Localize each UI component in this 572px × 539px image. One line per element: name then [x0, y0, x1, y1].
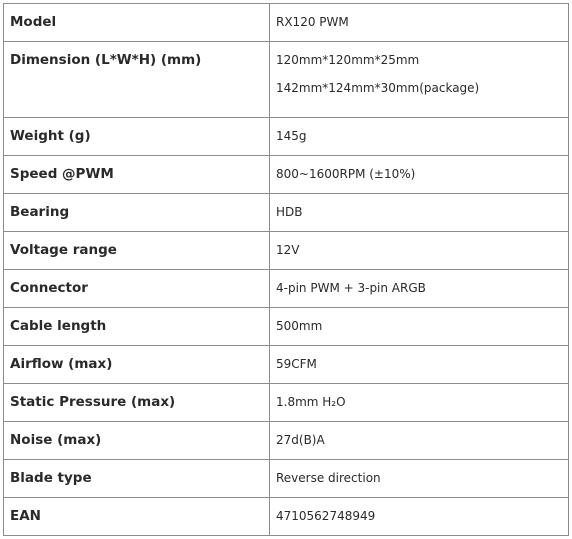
spec-label: Airflow (max)	[4, 346, 270, 384]
spec-label: Weight (g)	[4, 118, 270, 156]
spec-value-package: 142mm*124mm*30mm(package)	[276, 81, 480, 95]
table-row	[4, 4, 569, 42]
table-row	[4, 118, 569, 156]
spec-value: 59CFM	[270, 346, 569, 384]
table-row	[4, 156, 569, 194]
spec-label: Bearing	[4, 194, 270, 232]
spec-value: Reverse direction	[270, 460, 569, 498]
spec-table	[3, 3, 569, 536]
table-row	[4, 308, 569, 346]
table-row	[4, 422, 569, 460]
spec-label: Speed @PWM	[4, 156, 270, 194]
table-row	[4, 194, 569, 232]
table-row	[4, 384, 569, 422]
spec-value: 4-pin PWM + 3-pin ARGB	[270, 270, 569, 308]
spec-value: 27d(B)A	[270, 422, 569, 460]
spec-label: Blade type	[4, 460, 270, 498]
spec-label: Static Pressure (max)	[4, 384, 270, 422]
spec-label: Connector	[4, 270, 270, 308]
table-row	[4, 42, 569, 118]
spec-value: 4710562748949	[270, 498, 569, 536]
table-row	[4, 460, 569, 498]
spec-value: 120mm*120mm*25mm 142mm*124mm*30mm(package)	[270, 42, 569, 118]
spec-label: Noise (max)	[4, 422, 270, 460]
spec-value: RX120 PWM	[270, 4, 569, 42]
spec-value: HDB	[270, 194, 569, 232]
table-row	[4, 232, 569, 270]
spec-label: EAN	[4, 498, 270, 536]
spec-label: Model	[4, 4, 270, 42]
spec-value: 500mm	[270, 308, 569, 346]
table-row	[4, 270, 569, 308]
spec-label: Voltage range	[4, 232, 270, 270]
spec-value: 145g	[270, 118, 569, 156]
spec-label: Cable length	[4, 308, 270, 346]
spec-value: 800~1600RPM (±10%)	[270, 156, 569, 194]
spec-label: Dimension (L*W*H) (mm)	[4, 42, 270, 118]
spec-value: 1.8mm H₂O	[270, 384, 569, 422]
spec-value: 12V	[270, 232, 569, 270]
table-row	[4, 498, 569, 536]
table-row	[4, 346, 569, 384]
